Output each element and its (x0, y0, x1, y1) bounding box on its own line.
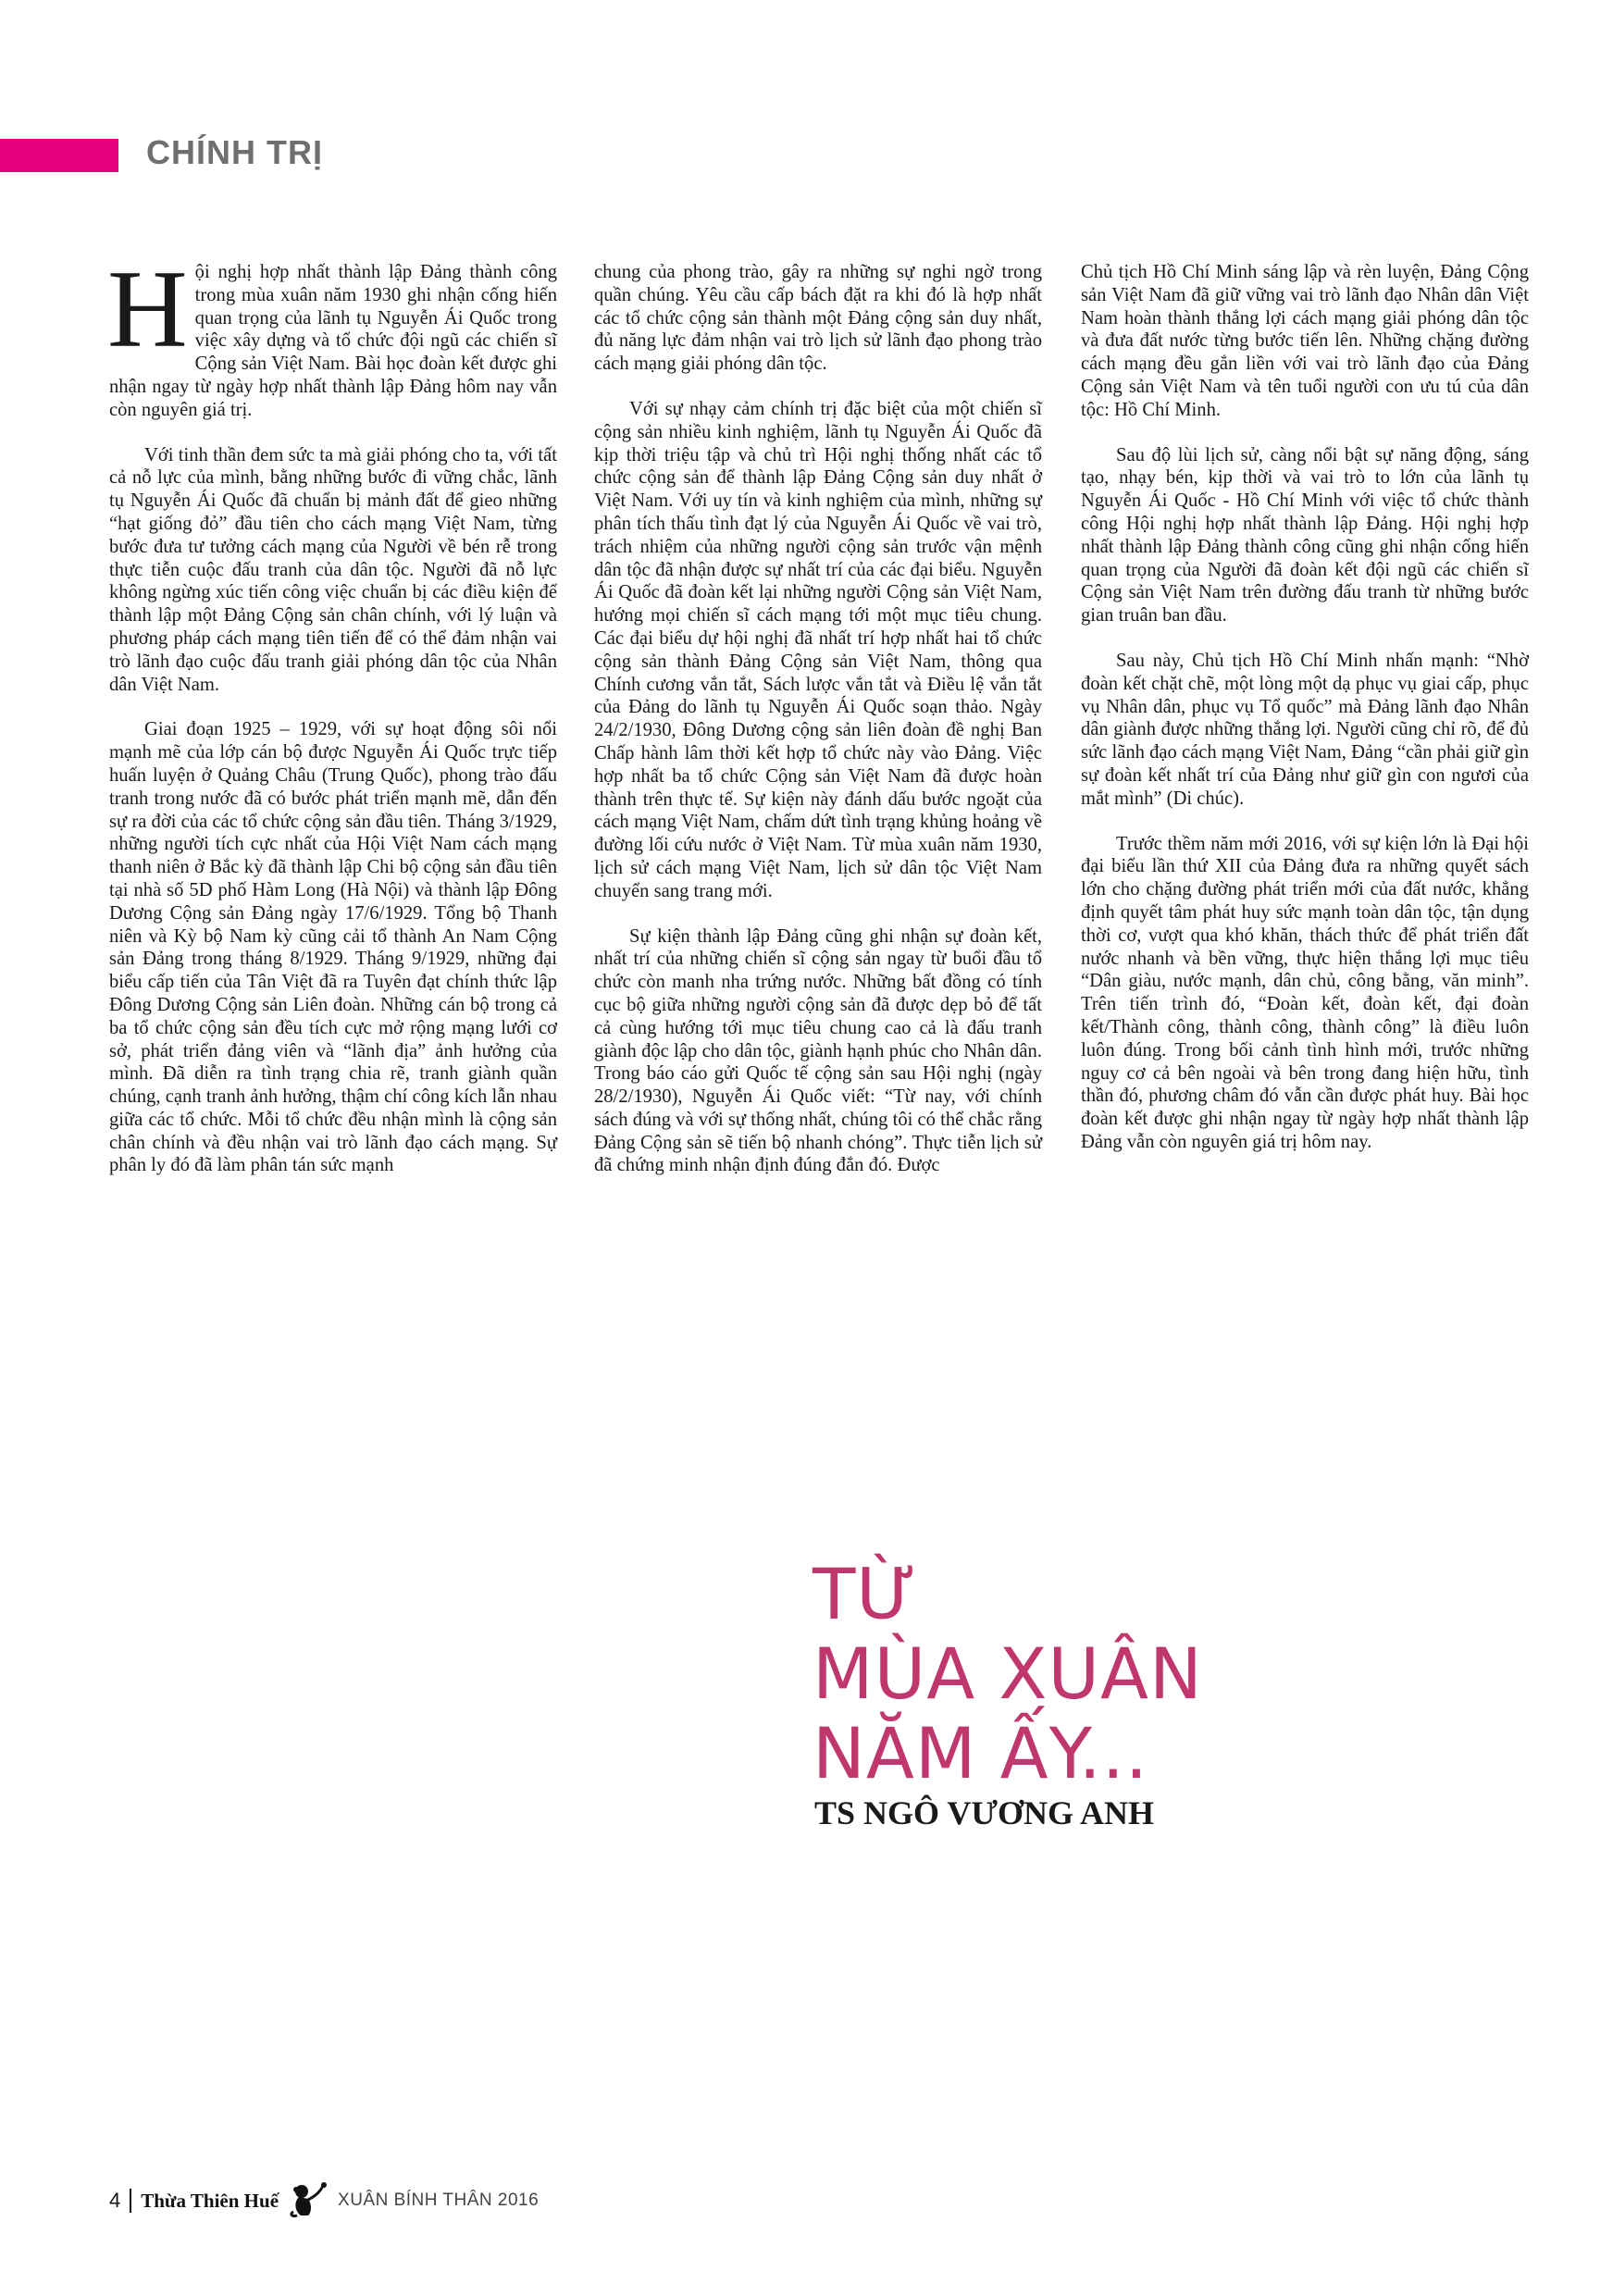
article-paragraph: Sau độ lùi lịch sử, càng nổi bật sự năng động, sáng tạo, nhạy bén, kịp thời và vai trò to lớn của lãnh tụ Nguyễn Ái Quốc - Hồ Chí Minh với việc tổ chức thành công Hội nghị hợp nhất thành lập Đảng. Hội nghị hợp nhất thành lập Đảng thành công cũng ghi nhận cống hiến quan trọng của Người đã đoàn kết đội ngũ các chiến sĩ Cộng sản Việt Nam trên đường đấu tranh từ những bước gian truân ban đầu. (1081, 444, 1529, 627)
magazine-name: Thừa Thiên Huế (141, 2189, 279, 2212)
article-paragraph: Sự kiện thành lập Đảng cũng ghi nhận sự đoàn kết, nhất trí của những chiến sĩ cộng sản ngay từ buổi đầu tổ chức còn manh nha trứng nước. Những bất đồng có tính cục bộ giữa những người cộng sản đã được dẹp bỏ để tất cả cùng hướng tới mục tiêu chung cao cả là đấu tranh giành độc lập cho dân tộc, giành hạnh phúc cho Nhân dân. Trong báo cáo gửi Quốc tế cộng sản sau Hội nghị (ngày 28/2/1930), Nguyễn Ái Quốc viết: “Từ nay, với chính sách đúng và với sự thống nhất, chúng tôi có thể chắc rằng Đảng Cộng sản sẽ tiến bộ nhanh chóng”. Thực tiễn lịch sử đã chứng minh nhận định đúng đắn đó. Được (594, 925, 1042, 1176)
monkey-logo-icon (288, 2180, 329, 2221)
article-paragraph: Trước thềm năm mới 2016, với sự kiện lớn là Đại hội đại biểu lần thứ XII của Đảng đưa ra những quyết sách lớn cho chặng đường phát triển mới của đất nước, khẳng định quyết tâm phát huy sức mạnh toàn dân tộc, tận dụng thời cơ, vượt qua khó khăn, thách thức để phát triển đất nước nhanh và bền vững, thực hiện thắng lợi mục tiêu “Dân giàu, nước mạnh, dân chủ, công bằng, văn minh”. Trên tiến trình đó, “Đoàn kết, đoàn kết, đại đoàn kết/Thành công, thành công, thành công” là điều luôn luôn đúng. Trong bối cảnh tình hình mới, trước những nguy cơ cả bên ngoài và bên trong đang hiện hữu, tình thần đó, phương châm đó vẫn cần được phát huy. Bài học đoàn kết được ghi nhận ngay từ ngày hợp nhất thành lập Đảng vẫn còn nguyên giá trị hôm nay. (1081, 833, 1529, 1152)
article-author: TS NGÔ VƯƠNG ANH (814, 1794, 1155, 1831)
section-color-bar (0, 139, 118, 172)
paragraph-text: ội nghị hợp nhất thành lập Đảng thành công trong mùa xuân năm 1930 ghi nhận cống hiến quan trọng của lãnh tụ Nguyễn Ái Quốc trong việc xây dựng và tổ chức đội ngũ các chiến sĩ Cộng sản Việt Nam. Bài học đoàn kết được ghi nhận ngay từ ngày hợp nhất thành lập Đảng hôm nay vẫn còn nguyên giá trị. (109, 262, 557, 420)
drop-cap: H (107, 247, 188, 370)
article-lead-paragraph (107, 247, 557, 422)
article-paragraph: Giai đoạn 1925 – 1929, với sự hoạt động sôi nổi mạnh mẽ của lớp cán bộ được Nguyễn Ái Quốc trực tiếp huấn luyện ở Quảng Châu (Trung Quốc), phong trào đấu tranh trong nước đã có bước phát triển mạnh mẽ, dẫn đến sự ra đời của các tổ chức cộng sản đầu tiên. Tháng 3/1929, những người tích cực nhất của Hội Việt Nam cách mạng thanh niên ở Bắc kỳ đã thành lập Chi bộ cộng sản đầu tiên tại nhà số 5D phố Hàm Long (Hà Nội) và thành lập Đông Dương Cộng sản Đảng ngày 17/6/1929. Tổng bộ Thanh niên và Kỳ bộ Nam kỳ cũng cải tổ thành An Nam Cộng sản Đảng trong tháng 8/1929. Tháng 9/1929, những đại biểu cấp tiến của Tân Việt đã ra Tuyên đạt chính thức lập Đông Dương Cộng sản Liên đoàn. Những cán bộ trong cả ba tổ chức cộng sản đều tích cực mở rộng mạng lưới cơ sở, phát triển đảng viên và “lãnh địa” ảnh hưởng của mình. Đã diễn ra tình trạng chia rẽ, tranh giành quần chúng, cạnh tranh ảnh hưởng, thậm chí công kích lẫn nhau giữa các tổ chức. Mỗi tổ chức đều nhận mình là cộng sản chân chính và đều nhận vai trò lãnh đạo cách mạng. Sự phân ly đó đã làm phân tán sức mạnh (109, 719, 557, 1176)
page-number: 4 (109, 2189, 121, 2212)
footer-divider (130, 2189, 131, 2213)
title-line: TỪ (813, 1553, 918, 1635)
title-line: MÙA XUÂN (813, 1632, 1203, 1715)
issue-label: XUÂN BÍNH THÂN 2016 (338, 2191, 540, 2210)
article-paragraph: Với sự nhạy cảm chính trị đặc biệt của một chiến sĩ cộng sản nhiều kinh nghiệm, lãnh tụ Nguyễn Ái Quốc đã kịp thời triệu tập và chủ trì Hội nghị thống nhất các tổ chức cộng sản để thành lập Đảng Cộng sản duy nhất ở Việt Nam. Với uy tín và kinh nghiệm của mình, những sự phân tích thấu tình đạt lý của Nguyễn Ái Quốc về vai trò, trách nhiệm của những người cộng sản trước vận mệnh dân tộc đã nhận được sự nhất trí của các đại biểu. Nguyễn Ái Quốc đã đoàn kết lại những người Cộng sản Việt Nam, hướng mọi chiến sĩ cách mạng tới một mục tiêu chung. Các đại biểu dự hội nghị đã nhất trí hợp nhất hai tổ chức cộng sản thành Đảng Cộng sản Việt Nam, thông qua Chính cương vắn tắt, Sách lược vắn tắt và Điều lệ vắn tắt của Đảng do lãnh tụ Nguyễn Ái Quốc soạn thảo. Ngày 24/2/1930, Đông Dương cộng sản liên đoàn đề nghị Ban Chấp hành lâm thời kết hợp tổ chức này vào Đảng. Việc hợp nhất ba tổ chức Cộng sản Việt Nam đã được hoàn thành trên thực tế. Sự kiện này đánh dấu bước ngoặt của cách mạng Việt Nam, chấm dứt tình trạng khủng hoảng về đường lối cứu nước ở Việt Nam. Từ mùa xuân năm 1930, lịch sử cách mạng Việt Nam, lịch sử dân tộc Việt Nam chuyển sang trang mới. (594, 398, 1042, 901)
article-paragraph: Với tinh thần đem sức ta mà giải phóng cho ta, với tất cả nỗ lực của mình, bằng những bước đi vững chắc, lãnh tụ Nguyễn Ái Quốc đã chuẩn bị mảnh đất để gieo những “hạt giống đỏ” đầu tiên cho cách mạng Việt Nam, từng bước đưa tư tưởng cách mạng của Người về bén rễ trong thực tiễn cuộc đấu tranh của dân tộc. Người đã nỗ lực không ngừng xúc tiến công việc chuẩn bị các điều kiện để thành lập một Đảng Cộng sản chân chính, với lý luận và phương pháp cách mạng tiên tiến để có thể đảm nhận vai trò lãnh đạo cuộc đấu tranh giải phóng dân tộc của Nhân dân Việt Nam. (109, 444, 557, 695)
article-title (813, 1555, 1203, 1793)
article-column-2 (594, 261, 1042, 1199)
article-paragraph: Chủ tịch Hồ Chí Minh sáng lập và rèn luyện, Đảng Cộng sản Việt Nam đã giữ vững vai trò lãnh đạo Nhân dân Việt Nam hoàn thành thắng lợi cách mạng giải phóng dân tộc và đưa đất nước từng bước tiến lên. Những chặng đường cách mạng đều gắn liền với vai trò lãnh đạo của Đảng Cộng sản Việt Nam và tên tuổi người con ưu tú của dân tộc: Hồ Chí Minh. (1081, 262, 1529, 420)
title-line: NĂM ẤY... (813, 1712, 1149, 1794)
page-footer (109, 2182, 539, 2219)
section-label: CHÍNH TRỊ (146, 133, 323, 171)
article-paragraph: chung của phong trào, gây ra những sự nghi ngờ trong quần chúng. Yêu cầu cấp bách đặt ra khi đó là hợp nhất các tổ chức cộng sản thành một Đảng cộng sản duy nhất, đủ năng lực đảm nhận vai trò lịch sử lãnh đạo phong trào cách mạng giải phóng dân tộc. (594, 262, 1042, 375)
article-column-1 (107, 247, 557, 1199)
article-paragraph: Sau này, Chủ tịch Hồ Chí Minh nhấn mạnh: “Nhờ đoàn kết chặt chẽ, một lòng một dạ phục vụ giai cấp, phục vụ Nhân dân, phục vụ Tổ quốc” mà Đảng lãnh đạo Nhân dân giành được những thắng lợi. Người cũng chỉ rõ, để đủ sức lãnh đạo cách mạng Việt Nam, Đảng “cần phải giữ gìn sự đoàn kết nhất trí của Đảng như giữ gìn con ngươi của mắt mình” (Di chúc). (1081, 650, 1529, 809)
article-column-3 (1081, 261, 1529, 1176)
